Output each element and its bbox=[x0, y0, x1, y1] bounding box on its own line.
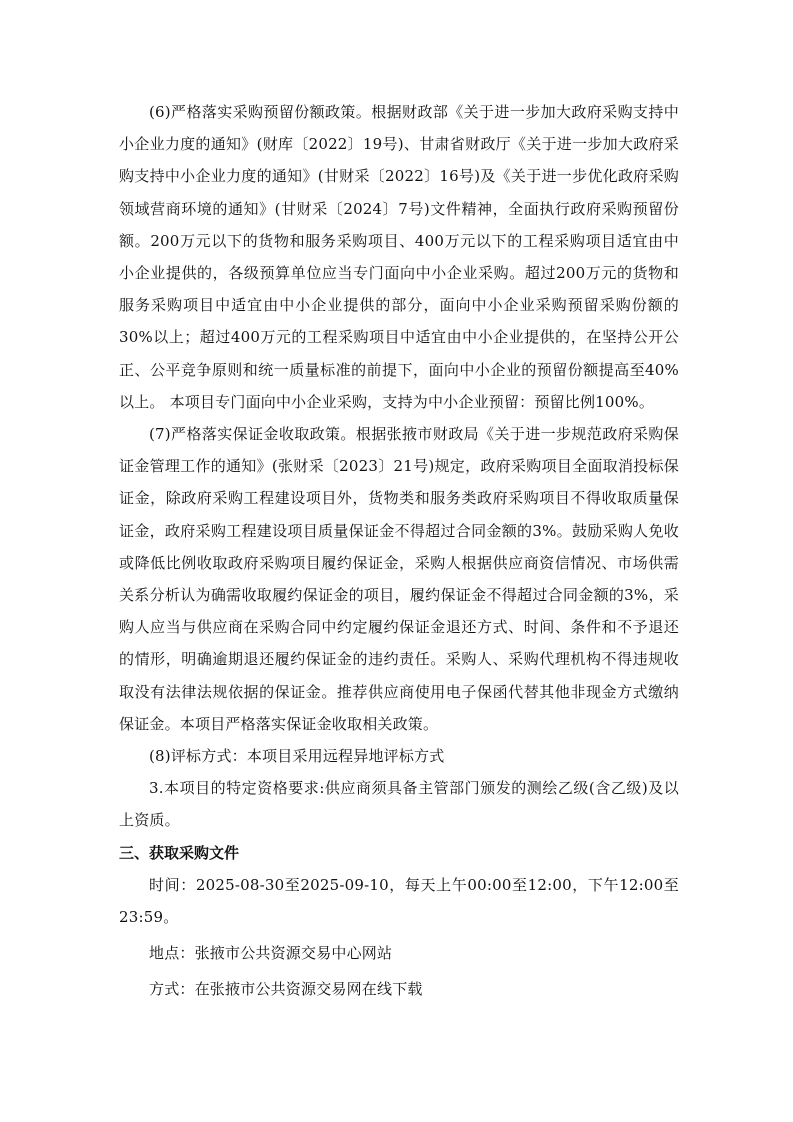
paragraph-qualification-requirements: 3.本项目的特定资格要求:供应商须具备主管部门颁发的测绘乙级(含乙级)及以上资质。 bbox=[119, 779, 679, 830]
obtain-place: 地点：张掖市公共资源交易中心网站 bbox=[149, 944, 393, 963]
document-body bbox=[119, 96, 679, 1006]
section-heading-obtain-documents: 三、获取采购文件 bbox=[119, 843, 240, 862]
paragraph-reserved-share-policy: (6)严格落实采购预留份额政策。根据财政部《关于进一步加大政府采购支持中小企业力度的通知》(财库〔2022〕19号)、甘肃省财政厅《关于进一步加大政府采购支持中小企业力度的通知》(甘财采〔2022〕16号)及《关于进一步优化政府采购领域营商环境的通知》(甘财采〔2024〕7号)文件精神，全面执行政府采购预留份额。200万元以下的货物和服务采购项目、400万元以下的工程采购项目适宜由中小企业提供的，各级预算单位应当专门面向中小企业采购。超过200万元的货物和服务采购项目中适宜由中小企业提供的部分，面向中小企业采购预留采购份额的30%以上；超过400万元的工程采购项目中适宜由中小企业提供的，在坚持公开公正、公平竞争原则和统一质量标准的前提下，面向中小企业的预留份额提高至40%以上。 本项目专门面向中小企业采购，支持为中小企业预留：预留比例100%。 bbox=[119, 103, 679, 411]
paragraph-evaluation-method: (8)评标方式：本项目采用远程异地评标方式 bbox=[149, 747, 445, 766]
obtain-time: 时间：2025-08-30至2025-09-10，每天上午00:00至12:00，下午12:00至23:59。 bbox=[119, 875, 679, 927]
obtain-method: 方式：在张掖市公共资源交易网在线下载 bbox=[149, 980, 423, 999]
paragraph-deposit-policy: (7)严格落实保证金收取政策。根据张掖市财政局《关于进一步规范政府采购保证金管理工作的通知》(张财采〔2023〕21号)规定，政府采购项目全面取消投标保证金，除政府采购工程建设项目外，货物类和服务类政府采购项目不得收取质量保证金，政府采购工程建设项目质量保证金不得超过合同金额的3%。鼓励采购人免收或降低比例收取政府采购项目履约保证金，采购人根据供应商资信情况、市场供需关系分析认为确需收取履约保证金的项目，履约保证金不得超过合同金额的3%，采购人应当与供应商在采购合同中约定履约保证金退还方式、时间、条件和不予退还的情形，明确逾期退还履约保证金的违约责任。采购人、采购代理机构不得违规收取没有法律法规依据的保证金。推荐供应商使用电子保函代替其他非现金方式缴纳保证金。本项目严格落实保证金收取相关政策。 bbox=[119, 425, 679, 733]
